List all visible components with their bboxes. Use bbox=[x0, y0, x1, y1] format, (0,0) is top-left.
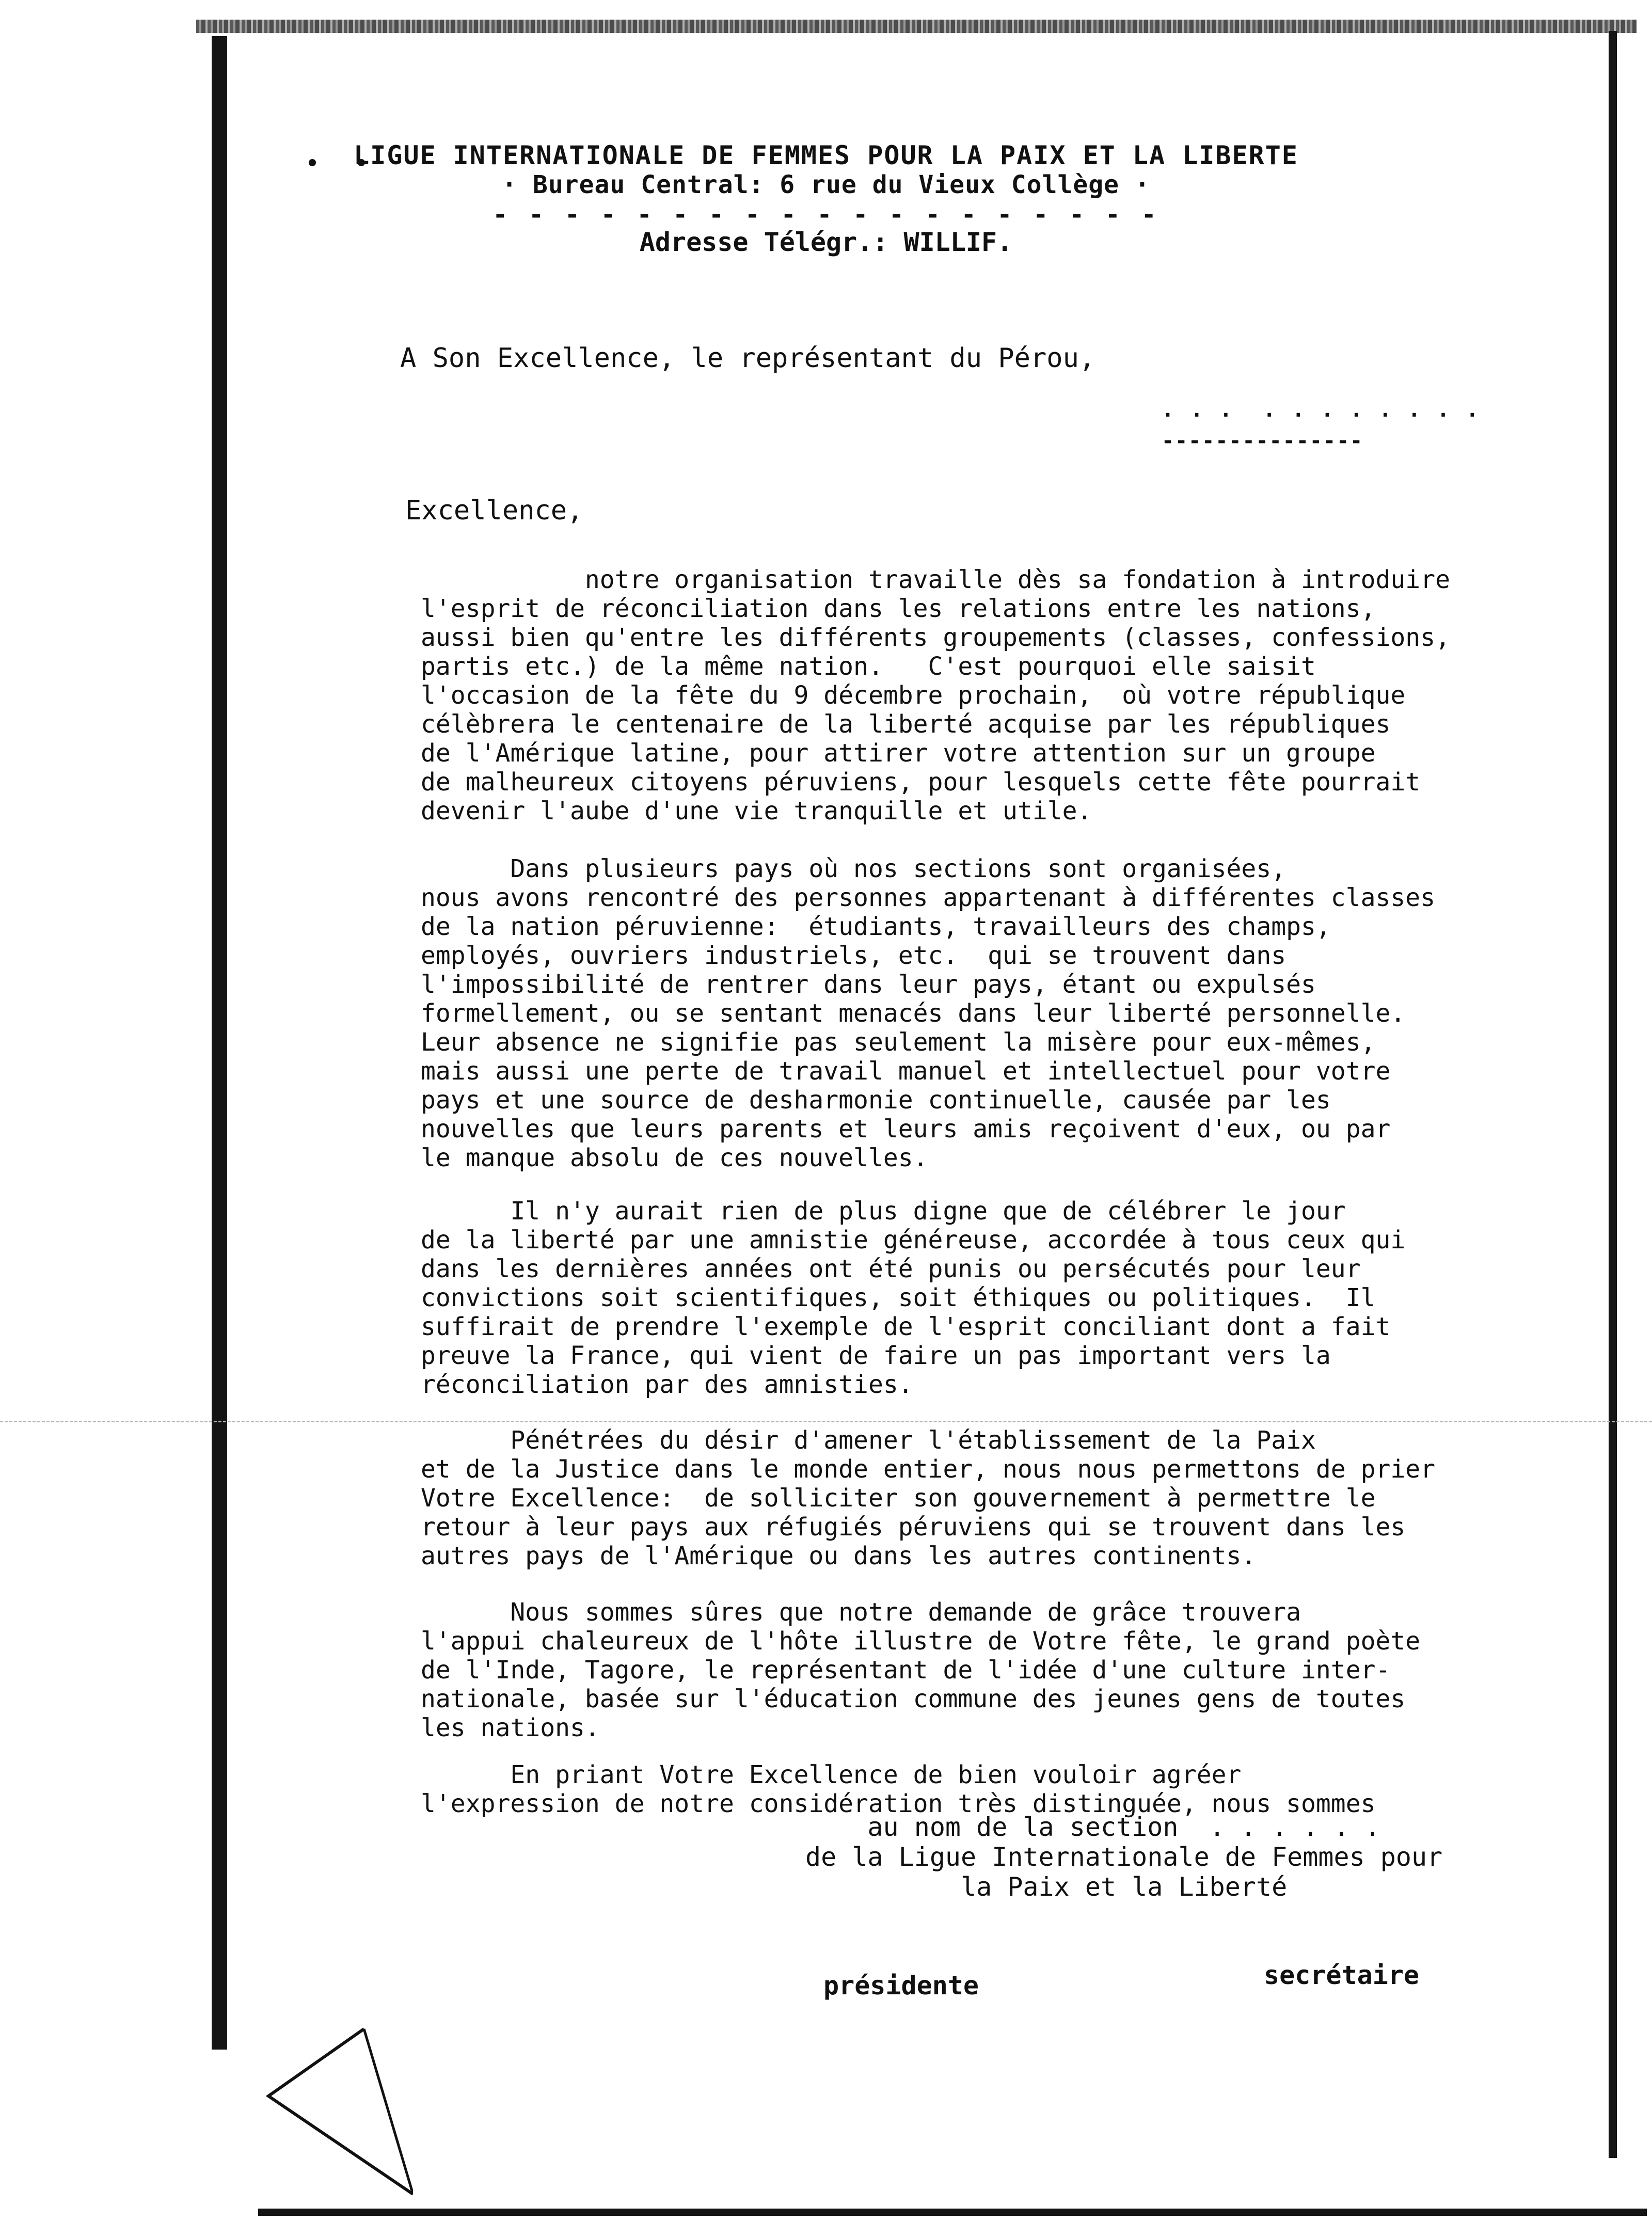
text-line: l'appui chaleureux de l'hôte illustre de Votre fête, le grand poète bbox=[421, 1627, 1421, 1656]
closing-line: au nom de la section . . . . . . bbox=[805, 1812, 1380, 1842]
text-line: l'esprit de réconciliation dans les relations entre les nations, bbox=[421, 594, 1376, 623]
closing-block bbox=[805, 1812, 1442, 1902]
text-line: de malheureux citoyens péruviens, pour lesquels cette fête pourrait bbox=[421, 768, 1421, 797]
closing-line: la Paix et la Liberté bbox=[805, 1872, 1288, 1902]
text-line: Dans plusieurs pays où nos sections sont organisées, bbox=[421, 854, 1286, 883]
letterhead-separator: - - - - - - - - - - - - - - - - - - - bbox=[493, 200, 1159, 229]
text-line: preuve la France, qui vient de faire un pas important vers la bbox=[421, 1341, 1331, 1370]
paragraph-1 bbox=[421, 565, 1450, 826]
text-line: les nations. bbox=[421, 1713, 600, 1742]
text-line: employés, ouvriers industriels, etc. qui se trouvent dans bbox=[421, 941, 1286, 970]
text-line: aussi bien qu'entre les différents groupements (classes, confessions, bbox=[421, 623, 1450, 652]
recipient-line: A Son Excellence, le représentant du Pérou, bbox=[400, 343, 1095, 374]
text-line: Leur absence ne signifie pas seulement la misère pour eux-mêmes, bbox=[421, 1028, 1376, 1057]
text-line: de l'Amérique latine, pour attirer votre attention sur un groupe bbox=[421, 739, 1376, 768]
text-line: mais aussi une perte de travail manuel et intellectuel pour votre bbox=[421, 1057, 1391, 1086]
paragraph-2 bbox=[421, 854, 1435, 1172]
closing-line: de la Ligue Internationale de Femmes pour bbox=[805, 1842, 1443, 1872]
text-line: célèbrera le centenaire de la liberté acquise par les républiques bbox=[421, 710, 1391, 739]
text-line: convictions soit scientifiques, soit éthiques ou politiques. Il bbox=[421, 1283, 1376, 1312]
text-line: de l'Inde, Tagore, le représentant de l'idée d'une culture inter- bbox=[421, 1656, 1391, 1685]
text-line: notre organisation travaille dès sa fondation à introduire bbox=[421, 565, 1450, 594]
scan-border-left bbox=[212, 36, 227, 2050]
text-line: Nous sommes sûres que notre demande de grâce trouvera bbox=[421, 1598, 1301, 1627]
text-line: devenir l'aube d'une vie tranquille et utile. bbox=[421, 797, 1092, 826]
paragraph-5 bbox=[421, 1598, 1420, 1742]
page-fold-line bbox=[0, 1421, 1652, 1422]
text-line: l'impossibilité de rentrer dans leur pays, étant ou expulsés bbox=[421, 970, 1316, 999]
recipient-blank-dashes: --------------- bbox=[1162, 429, 1364, 453]
scan-border-right bbox=[1609, 31, 1617, 2158]
text-line: Il n'y aurait rien de plus digne que de célébrer le jour bbox=[421, 1197, 1346, 1226]
text-line: suffirait de prendre l'exemple de l'esprit conciliant dont a fait bbox=[421, 1312, 1391, 1341]
text-line: retour à leur pays aux réfugiés péruviens qui se trouvent dans les bbox=[421, 1513, 1406, 1542]
text-line: Votre Excellence: de solliciter son gouvernement à permettre le bbox=[421, 1484, 1376, 1513]
text-line: de la nation péruvienne: étudiants, travailleurs des champs, bbox=[421, 912, 1331, 941]
paragraph-3 bbox=[421, 1197, 1405, 1399]
text-line: le manque absolu de ces nouvelles. bbox=[421, 1144, 928, 1172]
text-line: l'occasion de la fête du 9 décembre prochain, où votre république bbox=[421, 681, 1406, 710]
folded-corner-mark bbox=[258, 2024, 413, 2210]
scan-border-top bbox=[196, 20, 1637, 33]
letterhead-organization: LIGUE INTERNATIONALE DE FEMMES POUR LA PAIX ET LA LIBERTE bbox=[354, 140, 1298, 170]
text-line: Pénétrées du désir d'amener l'établissement de la Paix bbox=[421, 1426, 1316, 1455]
text-line: nationale, basée sur l'éducation commune des jeunes gens de toutes bbox=[421, 1685, 1406, 1713]
text-line: formellement, ou se sentant menacés dans leur liberté personnelle. bbox=[421, 999, 1406, 1028]
text-line: pays et une source de desharmonie continuelle, causée par les bbox=[421, 1086, 1331, 1115]
text-line: partis etc.) de la même nation. C'est pourquoi elle saisit bbox=[421, 652, 1316, 681]
recipient-blank-dots: . . . . . . . . . . . bbox=[1162, 398, 1481, 422]
text-line: En priant Votre Excellence de bien vouloir agréer bbox=[421, 1760, 1242, 1789]
text-line: l'expression de notre considération très distinguée, nous sommes bbox=[421, 1789, 1376, 1818]
text-line: de la liberté par une amnistie généreuse, accordée à tous ceux qui bbox=[421, 1226, 1406, 1255]
text-line: et de la Justice dans le monde entier, nous nous permettons de prier bbox=[421, 1455, 1436, 1484]
letterhead-telegram: Adresse Télégr.: WILLIF. bbox=[639, 227, 1013, 257]
signature-secretary: secrétaire bbox=[1264, 1960, 1420, 1990]
text-line: nouvelles que leurs parents et leurs amis reçoivent d'eux, ou par bbox=[421, 1115, 1391, 1144]
text-line: nous avons rencontré des personnes appartenant à différentes classes bbox=[421, 883, 1436, 912]
text-line: réconciliation par des amnisties. bbox=[421, 1370, 913, 1399]
salutation: Excellence, bbox=[405, 495, 583, 526]
text-line: dans les dernières années ont été punis ou persécutés pour leur bbox=[421, 1255, 1361, 1283]
letterhead-address: · Bureau Central: 6 rue du Vieux Collège · bbox=[502, 170, 1150, 199]
signature-president: présidente bbox=[823, 1971, 979, 2001]
paragraph-6 bbox=[421, 1760, 1376, 1818]
scan-border-bottom bbox=[258, 2209, 1647, 2216]
text-line: autres pays de l'Amérique ou dans les autres continents. bbox=[421, 1542, 1257, 1570]
paragraph-4 bbox=[421, 1426, 1435, 1570]
